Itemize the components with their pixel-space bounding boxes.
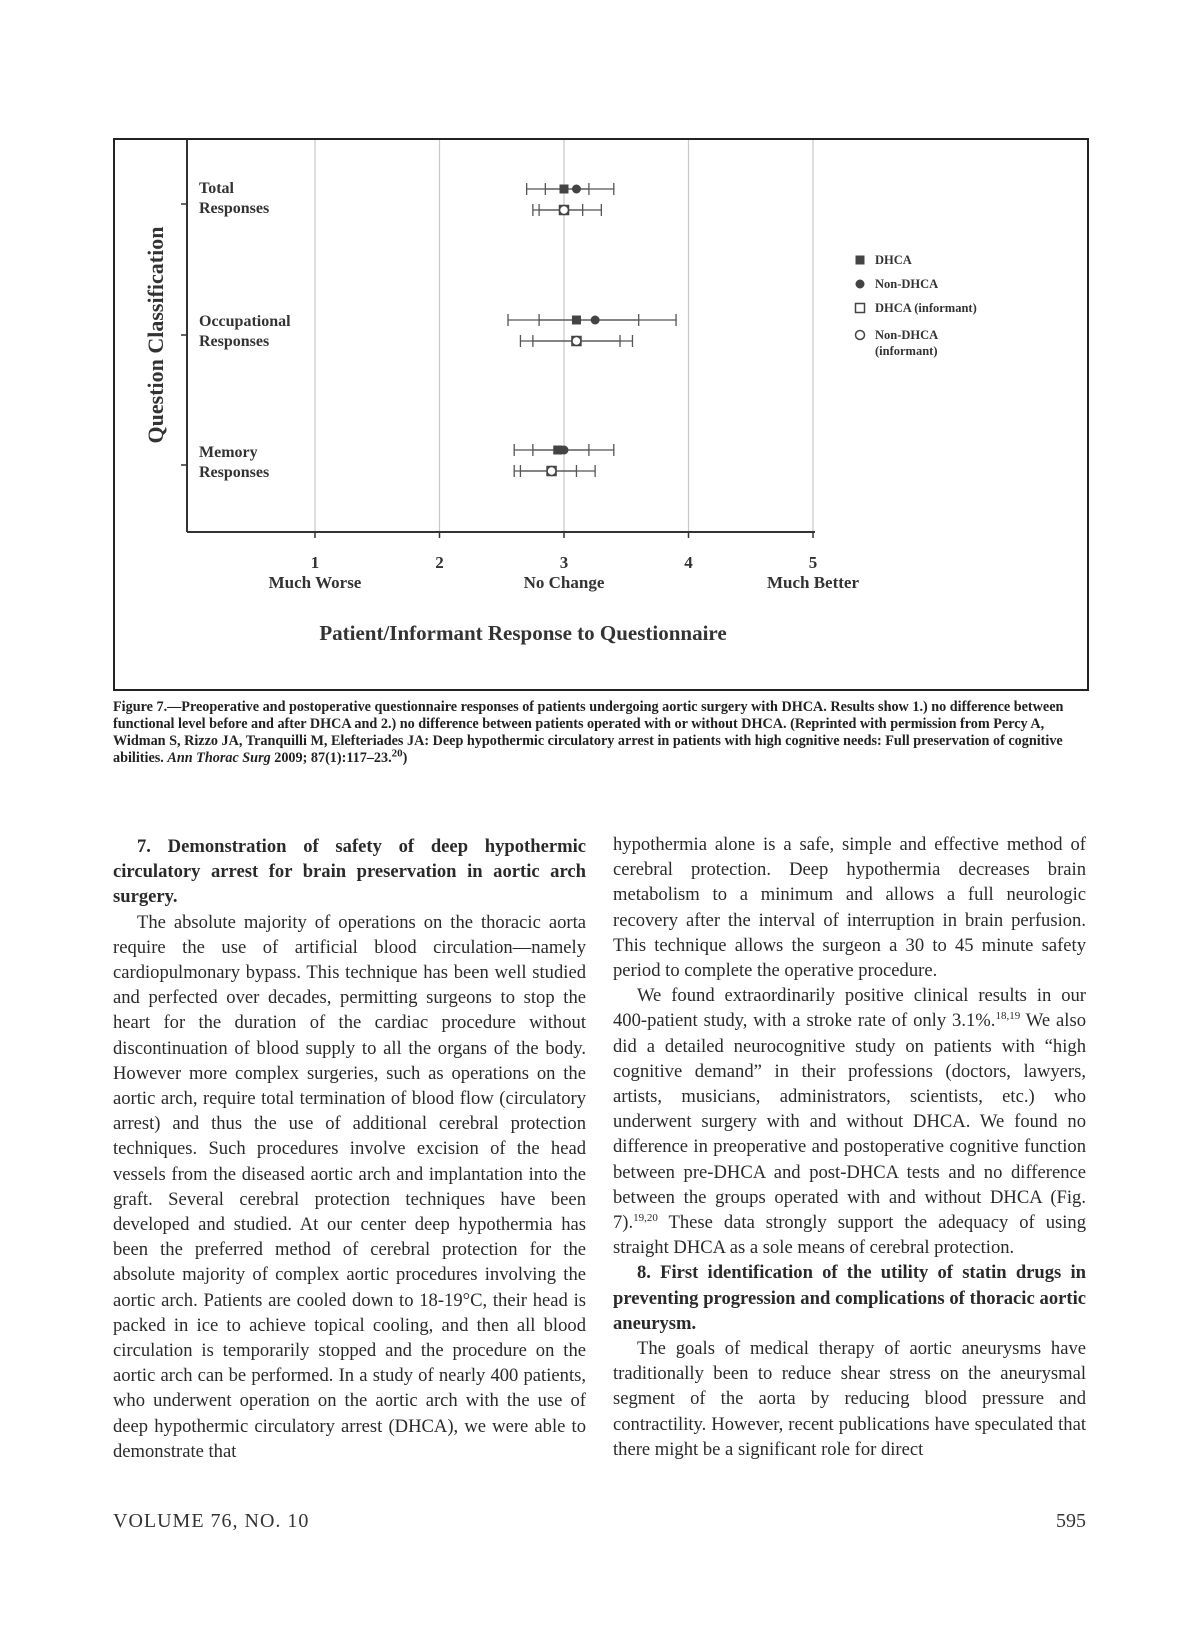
legend-label: Non-DHCA [875, 277, 939, 291]
legend-label: DHCA [875, 253, 912, 267]
legend-marker-2 [856, 304, 865, 313]
data-point-3 [547, 467, 556, 476]
category-label: Memory [199, 444, 258, 461]
right-column [613, 832, 1086, 1462]
data-point-3 [560, 206, 569, 215]
p2-part-c: These data strongly support the adequacy of using straight DHCA as a sole means of cerebral protection. [613, 1212, 1086, 1259]
x-tick-label-4: 4 [684, 553, 693, 572]
section-7-paragraph-2 [613, 983, 1086, 1260]
section-7-paragraph-1-continued: hypothermia alone is a safe, simple and effective method of cerebral protection. Deep hypothermia decreases brain metabolism to a minimum and allows a full neurologic recovery after the interval of interruption in brain perfusion. This technique allows the surgeon a 30 to 45 minute safety period to complete the operative procedure. [613, 834, 1086, 982]
x-tick-label-3: 3 [559, 553, 569, 572]
caption-close: ) [402, 750, 408, 766]
caption-citation: 2009; 87(1):117–23. [270, 750, 392, 766]
x-tick-sublabel-3: No Change [523, 573, 605, 592]
legend-label: (informant) [875, 344, 938, 358]
legend-label: Non-DHCA [875, 328, 939, 342]
caption-ref: 20 [391, 747, 403, 760]
legend-marker-1 [856, 280, 865, 289]
data-point-0 [572, 316, 581, 325]
data-point-1 [591, 316, 600, 325]
x-tick-label-2: 2 [435, 553, 444, 572]
category-label: Occupational [199, 313, 291, 330]
legend-label: DHCA (informant) [875, 301, 977, 315]
category-label: Responses [199, 464, 270, 481]
data-point-3 [572, 337, 581, 346]
caption-text: Figure 7.—Preoperative and postoperative questionnaire responses of patients undergoing aortic surgery with DHCA. Results show 1.) no difference between functional level before and after DHCA and 2.) no difference between patients operated with or without DHCA. (Reprinted with permission from Percy A, Widman S, Rizzo JA, Tranquilli M, Elefteriades JA: Deep hypothermic circulatory arrest in patients with high cognitive needs: Full preservation of cognitive abilities. [113, 699, 1064, 766]
x-tick-sublabel-5: Much Better [766, 573, 860, 592]
figure-caption [113, 699, 1089, 767]
data-point-1 [560, 446, 569, 455]
data-point-0 [560, 185, 569, 194]
section-7-heading: 7. Demonstration of safety of deep hypothermic circulatory arrest for brain preservation in aortic arch surgery. [113, 836, 586, 908]
category-label: Responses [199, 333, 270, 350]
section-8-paragraph-1: The goals of medical therapy of aortic aneurysms have traditionally been to reduce shear stress on the aneurysmal segment of the aorta by reducing blood pressure and contractility. However, recent publications have speculated that there might be a significant role for direct [613, 1338, 1086, 1460]
page-number: 595 [1056, 1510, 1086, 1532]
section-8-heading: 8. First identification of the utility of statin drugs in preventing progression and complications of thoracic aortic aneurysm. [613, 1262, 1086, 1334]
caption-journal: Ann Thorac Surg [167, 750, 271, 766]
ref-18-19: 18,19 [995, 1010, 1021, 1023]
category-label: Total [199, 180, 234, 197]
volume-footer: VOLUME 76, NO. 10 [113, 1510, 310, 1532]
left-column [113, 834, 586, 1464]
p2-part-b: We also did a detailed neurocognitive study on patients with “high cognitive demand” in their professions (doctors, lawyers, artists, musicians, administrators, scientists, etc.) who underwent surgery with and without DHCA. We found no difference in preoperative and postoperative cognitive function between pre-DHCA and post-DHCA tests and no difference between the groups operated with and without DHCA (Fig. 7). [613, 1010, 1087, 1234]
forest-plot [115, 140, 1091, 693]
legend-marker-0 [856, 256, 865, 265]
category-label: Responses [199, 200, 270, 217]
section-7-paragraph-1: The absolute majority of operations on the thoracic aorta require the use of artificial blood circulation—namely cardiopulmonary bypass. This technique has been well studied and perfected over decades, permitting surgeons to stop the heart for the duration of the cardiac procedure without discontinuation of blood supply to all the organs of the body. However more complex surgeries, such as operations on the aortic arch, require total termination of blood flow (circulatory arrest) and thus the use of additional cerebral protection techniques. Such procedures involve excision of the head vessels from the diseased aortic arch and implantation into the graft. Several cerebral protection techniques have been developed and studied. At our center deep hypothermia has been the preferred method of cerebral protection for the absolute majority of complex aortic procedures involving the aortic arch. Patients are cooled down to 18-19°C, their head is packed in ice to achieve topical cooling, and then all blood circulation is temporarily stopped and the procedure on the aortic arch can be performed. In a study of nearly 400 patients, who underwent operation on the aortic arch with the use of deep hypothermic circulatory arrest (DHCA), we were able to demonstrate that [113, 911, 586, 1462]
ref-19-20: 19,20 [633, 1211, 658, 1224]
x-tick-sublabel-1: Much Worse [268, 573, 362, 592]
x-axis-title: Patient/Informant Response to Questionnaire [319, 621, 727, 645]
x-tick-label-5: 5 [808, 553, 818, 572]
y-axis-title: Question Classification [143, 226, 168, 444]
p2-part-a: We found extraordinarily positive clinical results in our 400-patient study, with a stroke rate of only 3.1%. [613, 985, 1086, 1032]
x-tick-label-1: 1 [310, 553, 320, 572]
legend-marker-3 [856, 331, 865, 340]
data-point-1 [572, 185, 581, 194]
figure-7 [113, 138, 1089, 691]
